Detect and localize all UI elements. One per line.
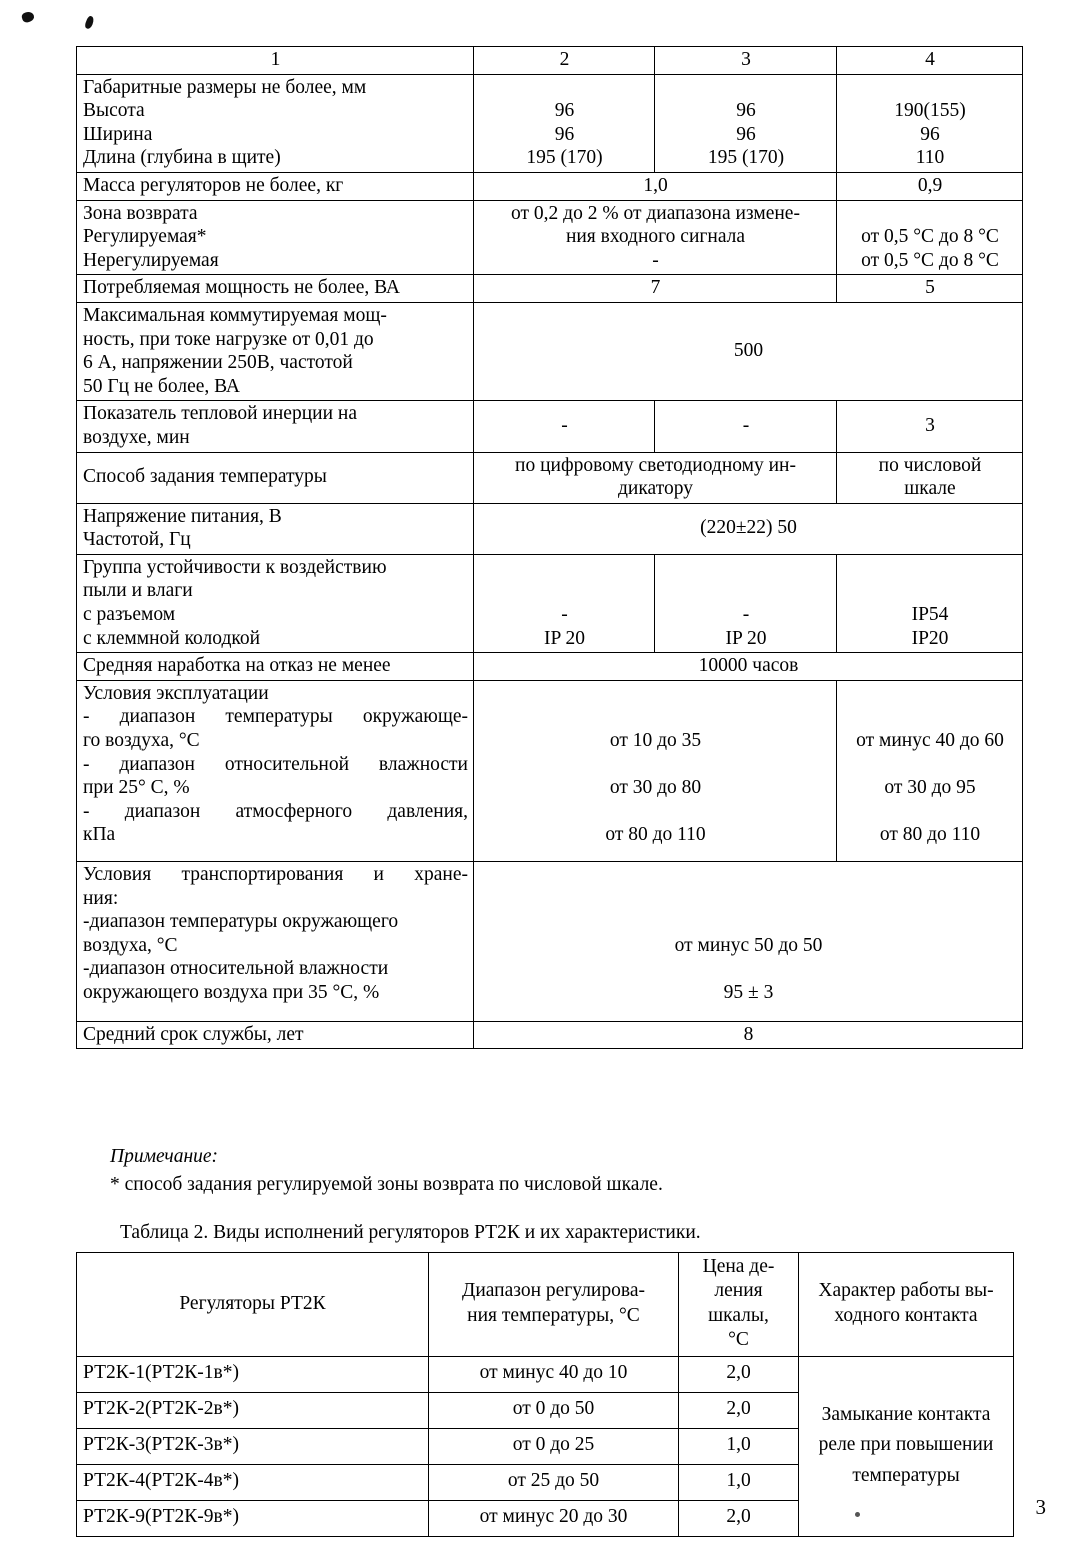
column-header-3: 3 (655, 47, 837, 75)
row-label (77, 503, 474, 554)
row-label (77, 862, 474, 1022)
table-row (77, 1021, 1023, 1049)
label-line: 50 Гц не более, ВА (83, 375, 240, 397)
table2-header-row (77, 1253, 1014, 1357)
label-line: - диапазон атмосферного давления, (83, 800, 468, 822)
model-range: от 0 до 25 (429, 1428, 679, 1464)
table-row (77, 503, 1023, 554)
value-line: от минус 50 до 50 (674, 934, 823, 956)
value-line: шкале (904, 478, 956, 500)
table-header-row (77, 47, 1023, 75)
row-value-col2 (474, 554, 655, 652)
header-line: Цена де- (702, 1256, 775, 1277)
row-value-col3: - (655, 401, 837, 452)
table-row (77, 554, 1023, 652)
model-range: от минус 40 до 10 (429, 1356, 679, 1392)
scan-speckle-icon (21, 10, 36, 23)
label-line: с клеммной колодкой (83, 627, 261, 649)
value-line: от 0,2 до 2 % от диапазона измене- (511, 202, 800, 224)
label-line: при 25° С, % (83, 777, 190, 799)
row-value-col3 (655, 554, 837, 652)
value-line: от 30 до 95 (884, 777, 976, 799)
row-label (77, 680, 474, 861)
row-value-col234 (474, 862, 1023, 1022)
row-label (77, 401, 474, 452)
column-header-name: Регуляторы РТ2К (77, 1253, 429, 1357)
table-row (77, 74, 1023, 172)
model-name: РТ2К-4(РТ2К-4в*) (77, 1464, 429, 1500)
table-row (77, 401, 1023, 452)
label-line: Условия транспортирования и хране- (83, 864, 468, 885)
value-line: 190(155) (894, 100, 966, 122)
row-value-col234: 10000 часов (474, 653, 1023, 681)
label-line: Нерегулируемая (83, 249, 219, 271)
table2-caption: Таблица 2. Виды исполнений регуляторов РТ2К и их характеристики. (120, 1222, 701, 1243)
model-name: РТ2К-9(РТ2К-9в*) (77, 1500, 429, 1536)
label-line: Габаритные размеры не более, мм (83, 76, 367, 98)
models-table (76, 1252, 1014, 1537)
row-label: Средний срок службы, лет (77, 1021, 474, 1049)
row-value-col2 (474, 74, 655, 172)
value-line: IP20 (911, 627, 949, 649)
label-line: окружающего воздуха при 35 °C, % (83, 981, 380, 1003)
row-value-col234: (220±22) 50 (474, 503, 1023, 554)
value-line: 96 (920, 123, 940, 145)
header-line: Характер работы вы- (818, 1280, 994, 1302)
label-line: -диапазон относительной влажности (83, 958, 389, 980)
label-line: Зона возврата (83, 202, 198, 224)
row-value-col234: 500 (474, 302, 1023, 400)
value-line: IP 20 (725, 627, 767, 649)
value-line: 195 (170) (707, 147, 785, 169)
label-line: с разъемом (83, 604, 176, 626)
label-line: 6 А, напряжении 250В, частотой (83, 352, 353, 374)
table-row (77, 172, 1023, 200)
table-row (77, 275, 1023, 303)
row-label (77, 302, 474, 400)
value-line: - (561, 604, 568, 626)
page-number: 3 (1035, 1495, 1046, 1519)
model-step: 2,0 (679, 1500, 799, 1536)
row-label: Масса регуляторов не более, кг (77, 172, 474, 200)
model-range: от минус 20 до 30 (429, 1500, 679, 1536)
label-line: - диапазон относительной влажности (83, 753, 468, 775)
value-line: от 0,5 °C до 8 °C (861, 249, 999, 271)
label-line: Высота (83, 100, 145, 122)
value-line: 110 (915, 147, 945, 169)
table-row (77, 653, 1023, 681)
header-line: ния температуры, °C (467, 1304, 640, 1326)
value-line: от 30 до 80 (609, 777, 702, 799)
label-line: воздухе, мин (83, 426, 190, 448)
row-label: Способ задания температуры (77, 452, 474, 503)
model-step: 2,0 (679, 1356, 799, 1392)
row-value-col4: 3 (837, 401, 1023, 452)
row-value-col4 (837, 554, 1023, 652)
behavior-line: Замыкание контакта (821, 1404, 991, 1426)
header-line: Диапазон регулирова- (462, 1280, 645, 1302)
value-line: 96 (554, 100, 575, 122)
row-value-col4: 0,9 (837, 172, 1023, 200)
behavior-line: температуры (852, 1464, 960, 1486)
value-line: от 80 до 110 (879, 824, 981, 846)
row-value-col234: 8 (474, 1021, 1023, 1049)
header-line: шкалы, (708, 1304, 769, 1326)
column-header-2: 2 (474, 47, 655, 75)
model-step: 1,0 (679, 1428, 799, 1464)
row-label (77, 200, 474, 275)
value-line: 95 ± 3 (723, 981, 774, 1003)
header-line: °C (728, 1329, 749, 1351)
column-header-4: 4 (837, 47, 1023, 75)
behavior-line: реле при повышении (818, 1434, 994, 1456)
value-line: по цифровому светодиодному ин- (515, 454, 796, 476)
value-line: ния входного сигнала (565, 226, 746, 248)
table-row (77, 680, 1023, 861)
row-label (77, 554, 474, 652)
value-line: 96 (736, 123, 756, 145)
scan-speckle-icon (855, 1512, 860, 1517)
label-line: Ширина (83, 123, 153, 145)
row-value-col23 (474, 452, 837, 503)
label-line: ния: (83, 887, 119, 909)
header-line: ходного контакта (834, 1304, 978, 1326)
row-value-col23 (474, 680, 837, 861)
table-row (77, 1356, 1014, 1392)
value-line: 96 (554, 123, 575, 145)
column-header-range (429, 1253, 679, 1357)
row-value-col23: 1,0 (474, 172, 837, 200)
label-line: Частотой, Гц (83, 529, 191, 551)
model-range: от 25 до 50 (429, 1464, 679, 1500)
value-line: дикатору (618, 478, 693, 500)
column-header-behavior (799, 1253, 1014, 1357)
contact-behavior (799, 1356, 1014, 1536)
column-header-1: 1 (77, 47, 474, 75)
scan-speckle-icon (84, 15, 95, 30)
row-label: Средняя наработка на отказ не менее (77, 653, 474, 681)
row-value-col4 (837, 74, 1023, 172)
table-row (77, 200, 1023, 275)
label-line: Регулируемая* (83, 226, 207, 248)
label-line: Показатель тепловой инерции на (83, 403, 357, 425)
table-row (77, 452, 1023, 503)
model-range: от 0 до 50 (429, 1392, 679, 1428)
model-step: 1,0 (679, 1464, 799, 1500)
value-line: 195 (170) (526, 147, 603, 169)
specifications-table (76, 46, 1023, 1049)
value-line: 96 (736, 100, 756, 122)
label-line: Максимальная коммутируемая мощ- (83, 304, 387, 326)
value-line: от минус 40 до 60 (856, 730, 1004, 752)
value-line: от 10 до 35 (609, 730, 702, 752)
label-line: -диапазон температуры окружающего (83, 911, 399, 933)
row-label (77, 74, 474, 172)
table-row (77, 862, 1023, 1022)
model-name: РТ2К-2(РТ2К-2в*) (77, 1392, 429, 1428)
row-value-col23 (474, 200, 837, 275)
note-block (110, 1143, 990, 1200)
value-line: - (652, 249, 659, 271)
row-value-col4: 5 (837, 275, 1023, 303)
label-line: кПа (83, 824, 116, 846)
value-line: от 0,5 °C до 8 °C (861, 226, 999, 248)
column-header-step (679, 1253, 799, 1357)
row-value-col4 (837, 452, 1023, 503)
model-name: РТ2К-3(РТ2К-3в*) (77, 1428, 429, 1464)
header-line: ления (714, 1280, 763, 1302)
row-value-col2: - (474, 401, 655, 452)
label-line: Группа устойчивости к воздействию (83, 556, 387, 578)
value-line: IP54 (911, 604, 949, 626)
label-line: - диапазон температуры окружающе- (83, 706, 468, 728)
row-value-col4 (837, 200, 1023, 275)
label-line: Длина (глубина в щите) (83, 147, 281, 169)
value-line: по числовой (878, 454, 982, 476)
value-line: - (742, 604, 750, 626)
table-row (77, 302, 1023, 400)
label-line: Напряжение питания, В (83, 505, 282, 527)
label-line: ность, при токе нагрузке от 0,01 до (83, 328, 374, 350)
label-line: воздуха, °C (83, 934, 178, 956)
model-name: РТ2К-1(РТ2К-1в*) (77, 1356, 429, 1392)
value-line: от 80 до 110 (605, 824, 706, 846)
note-text: * способ задания регулируемой зоны возврата по числовой шкале. (110, 1174, 663, 1196)
label-line: Условия эксплуатации (83, 682, 269, 704)
label-line: пыли и влаги (83, 580, 193, 602)
row-value-col23: 7 (474, 275, 837, 303)
row-value-col4 (837, 680, 1023, 861)
model-step: 2,0 (679, 1392, 799, 1428)
note-title: Примечание: (110, 1146, 219, 1167)
value-line: IP 20 (544, 627, 585, 649)
row-label: Потребляемая мощность не более, ВА (77, 275, 474, 303)
row-value-col3 (655, 74, 837, 172)
label-line: го воздуха, °C (83, 730, 200, 752)
